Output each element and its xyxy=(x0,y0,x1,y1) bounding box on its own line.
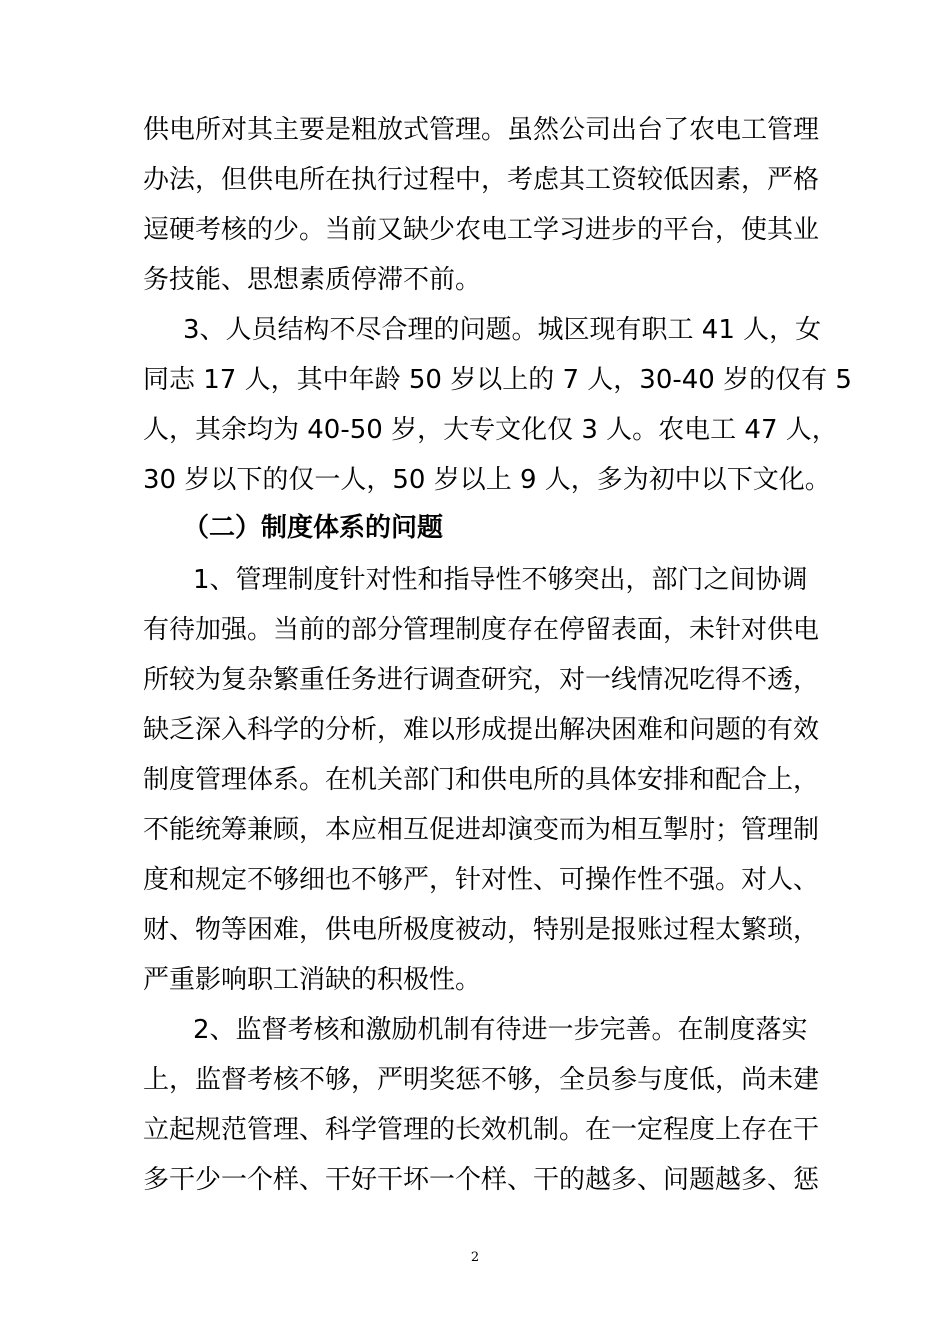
text-line: 同志 17 人，其中年龄 50 岁以上的 7 人，30-40 岁的仅有 5 xyxy=(143,365,852,395)
text-line: 有待加强。当前的部分管理制度存在停留表面，未针对供电 xyxy=(143,615,820,645)
text-line: 30 岁以下的仅一人，50 岁以上 9 人，多为初中以下文化。 xyxy=(143,465,831,495)
text-line: 财、物等困难，供电所极度被动，特别是报账过程太繁琐， xyxy=(143,915,820,945)
text-line: 多干少一个样、干好干坏一个样、干的越多、问题越多、惩 xyxy=(143,1165,820,1195)
paragraph-start-line: 3、人员结构不尽合理的问题。城区现有职工 41 人，女 xyxy=(183,315,822,345)
section-heading: （二）制度体系的问题 xyxy=(183,513,444,543)
text-line: 逗硬考核的少。当前又缺少农电工学习进步的平台，使其业 xyxy=(143,215,820,245)
text-line: 不能统筹兼顾，本应相互促进却演变而为相互掣肘；管理制 xyxy=(143,815,820,845)
text-line: 度和规定不够细也不够严，针对性、可操作性不强。对人、 xyxy=(143,865,820,895)
text-line: 严重影响职工消缺的积极性。 xyxy=(143,965,482,995)
text-line: 上，监督考核不够，严明奖惩不够，全员参与度低，尚未建 xyxy=(143,1065,820,1095)
text-line: 所较为复杂繁重任务进行调查研究，对一线情况吃得不透， xyxy=(143,665,820,695)
text-line: 人，其余均为 40-50 岁，大专文化仅 3 人。农电工 47 人， xyxy=(143,415,838,445)
paragraph-start-line: 1、管理制度针对性和指导性不够突出，部门之间协调 xyxy=(193,565,808,595)
text-line: 缺乏深入科学的分析，难以形成提出解决困难和问题的有效 xyxy=(143,715,820,745)
paragraph-start-line: 2、监督考核和激励机制有待进一步完善。在制度落实 xyxy=(193,1015,808,1045)
text-line: 办法，但供电所在执行过程中，考虑其工资较低因素，严格 xyxy=(143,165,820,195)
text-line: 务技能、思想素质停滞不前。 xyxy=(143,265,482,295)
text-line: 制度管理体系。在机关部门和供电所的具体安排和配合上， xyxy=(143,765,820,795)
text-line: 立起规范管理、科学管理的长效机制。在一定程度上存在干 xyxy=(143,1115,820,1145)
text-line: 供电所对其主要是粗放式管理。虽然公司出台了农电工管理 xyxy=(143,115,820,145)
page-number: 2 xyxy=(470,1250,480,1265)
